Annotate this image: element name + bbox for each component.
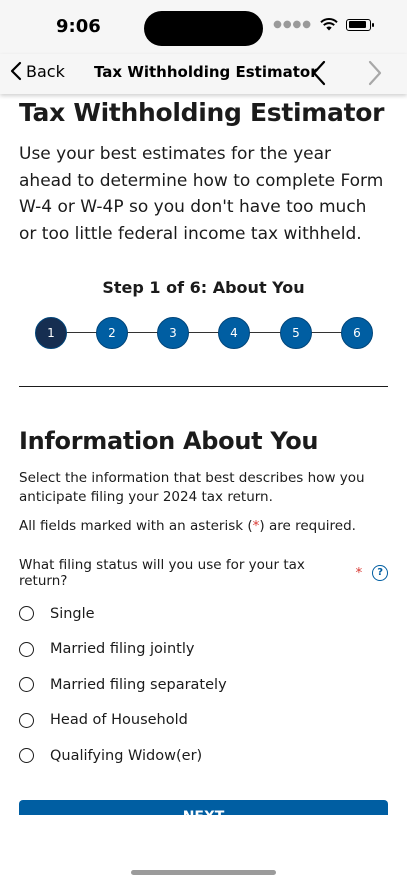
status-time: 9:06 (56, 16, 101, 37)
radio-label: Head of Household (50, 712, 188, 729)
section-description: Select the information that best describes how you anticipate filing your 2024 tax return. (19, 470, 365, 505)
navigation-bar (0, 54, 407, 94)
next-button[interactable] (19, 800, 388, 815)
status-icons (273, 18, 371, 31)
radio-button[interactable] (19, 677, 34, 692)
step-3[interactable]: 3 (157, 317, 189, 349)
intro-text: Use your best estimates for the year ahead to determine how to complete Form W-4 or W-4P so you don't have too much or too little federal income tax withheld. (19, 144, 384, 244)
step-label: Step 1 of 6: About You (102, 278, 305, 297)
radio-option-married-separately[interactable] (19, 667, 388, 703)
radio-option-head-of-household[interactable] (19, 703, 388, 739)
radio-label: Married filing jointly (50, 641, 195, 658)
chevron-left-icon (10, 61, 22, 81)
filing-status-options (19, 596, 388, 774)
radio-button[interactable] (19, 642, 34, 657)
radio-label: Qualifying Widow(er) (50, 747, 203, 764)
dynamic-island (144, 11, 263, 46)
back-label: Back (26, 61, 65, 81)
radio-label: Single (50, 605, 95, 622)
page-title: Tax Withholding Estimator (19, 98, 385, 127)
radio-option-single[interactable] (19, 596, 388, 632)
required-asterisk: * (252, 518, 260, 534)
status-bar (0, 0, 407, 54)
signal-icon: ●●●● (273, 19, 312, 30)
home-indicator (131, 870, 276, 875)
wifi-icon (320, 18, 338, 31)
question-required-asterisk: * (355, 565, 363, 581)
back-button[interactable] (10, 61, 65, 81)
filing-status-question (19, 557, 388, 589)
radio-label: Married filing separately (50, 676, 227, 693)
battery-icon (346, 19, 371, 31)
main-content (19, 94, 388, 774)
required-fields-note (19, 518, 388, 534)
help-icon[interactable]: ? (372, 565, 388, 581)
section-title: Information About You (19, 427, 319, 455)
required-note-prefix: All fields marked with an asterisk ( (19, 518, 253, 534)
radio-button[interactable] (19, 713, 34, 728)
required-note-suffix: ) are required. (259, 518, 356, 534)
radio-option-married-jointly[interactable] (19, 632, 388, 668)
step-2[interactable]: 2 (96, 317, 128, 349)
radio-option-qualifying-widow[interactable] (19, 738, 388, 774)
radio-button[interactable] (19, 606, 34, 621)
previous-page-button[interactable] (310, 59, 330, 87)
next-page-button[interactable] (364, 59, 384, 87)
step-indicator (19, 316, 388, 350)
step-4[interactable]: 4 (218, 317, 250, 349)
step-5[interactable]: 5 (280, 317, 312, 349)
step-6[interactable]: 6 (341, 317, 373, 349)
section-divider (19, 386, 388, 387)
radio-button[interactable] (19, 748, 34, 763)
question-label: What filing status will you use for your tax return? (19, 557, 305, 589)
nav-title: Tax Withholding Estimator (94, 63, 318, 81)
step-1[interactable]: 1 (35, 317, 67, 349)
